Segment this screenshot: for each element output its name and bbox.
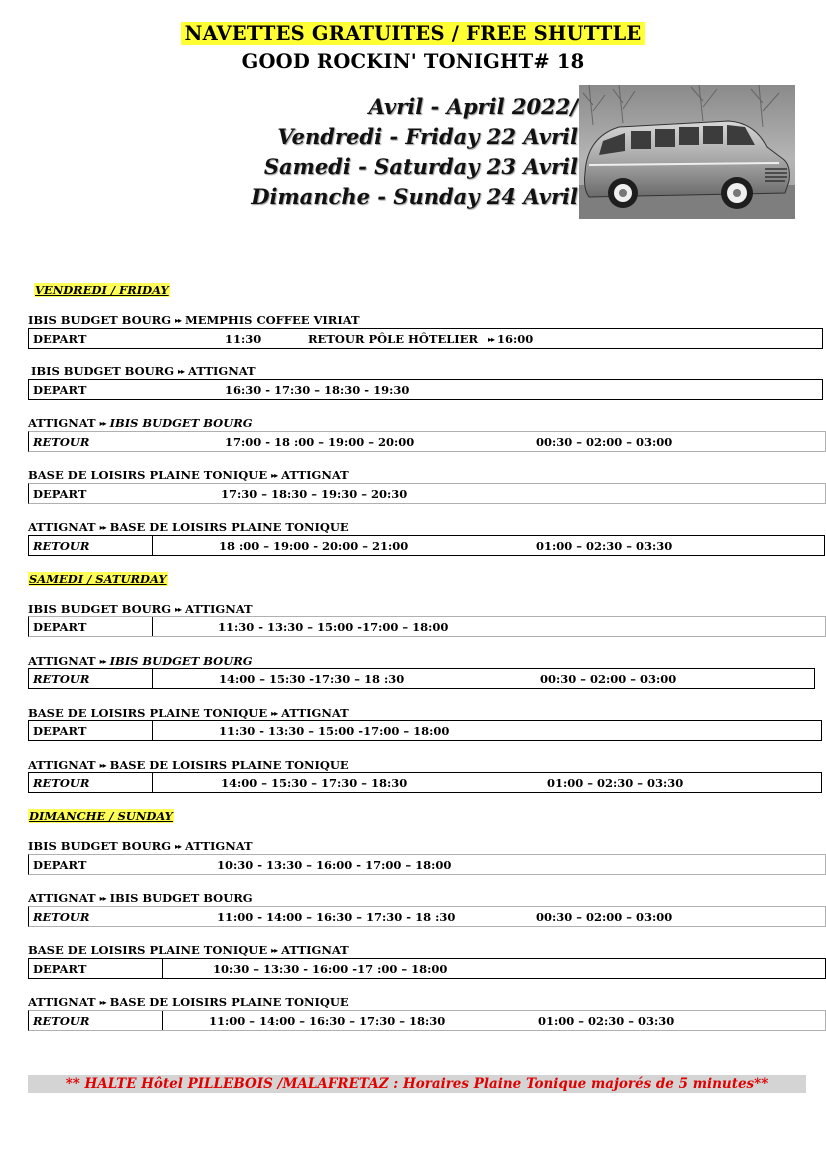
row-label: RETOUR — [33, 910, 90, 924]
route-title: ATTIGNAT ▸▸ IBIS BUDGET BOURG — [28, 654, 253, 668]
double-arrow-icon: ▸▸ — [99, 418, 106, 428]
row-label: RETOUR — [33, 539, 90, 553]
row-divider — [152, 773, 153, 792]
day-title-friday: VENDREDI / FRIDAY — [35, 283, 169, 297]
double-arrow-icon: ▸▸ — [271, 470, 278, 480]
double-arrow-icon: ▸▸ — [99, 997, 106, 1007]
late-return-times: 01:00 – 02:30 – 03:30 — [536, 539, 673, 553]
double-arrow-icon: ▸▸ — [178, 366, 185, 376]
route-title: ATTIGNAT ▸▸ BASE DE LOISIRS PLAINE TONIQUE — [28, 758, 349, 772]
double-arrow-icon: ▸▸ — [99, 522, 106, 532]
row-label: DEPART — [33, 620, 87, 634]
route-title: ATTIGNAT ▸▸ BASE DE LOISIRS PLAINE TONIQUE — [28, 520, 349, 534]
date-saturday: Samedi - Saturday 23 Avril — [263, 154, 578, 179]
route-title: IBIS BUDGET BOURG ▸▸ ATTIGNAT — [31, 364, 256, 378]
double-arrow-icon: ▸▸ — [271, 708, 278, 718]
schedule-row — [28, 854, 826, 875]
row-divider — [152, 617, 153, 636]
row-divider — [162, 959, 163, 978]
schedule-row — [28, 535, 825, 556]
row-label: DEPART — [33, 332, 87, 346]
schedule-row — [28, 668, 815, 689]
row-label: DEPART — [33, 724, 87, 738]
event-title: GOOD ROCKIN' TONIGHT# 18 — [241, 50, 585, 73]
double-arrow-icon: ▸▸ — [271, 945, 278, 955]
double-arrow-icon: ▸▸ — [175, 604, 182, 614]
row-label: DEPART — [33, 487, 87, 501]
double-arrow-icon: ▸▸ — [488, 334, 495, 344]
double-arrow-icon: ▸▸ — [99, 760, 106, 770]
return-times: 11:00 – 14:00 – 16:30 – 17:30 – 18:30 — [209, 1014, 446, 1028]
route-title: ATTIGNAT ▸▸ IBIS BUDGET BOURG — [28, 416, 253, 430]
schedule-row — [28, 772, 822, 793]
double-arrow-icon: ▸▸ — [99, 893, 106, 903]
footer-note: ** HALTE Hôtel PILLEBOIS /MALAFRETAZ : Horaires Plaine Tonique majorés de 5 minutes** — [28, 1075, 806, 1093]
day-title-sunday: DIMANCHE / SUNDAY — [29, 809, 173, 823]
row-divider — [152, 721, 153, 740]
departure-times: 10:30 – 13:30 - 16:00 -17 :00 – 18:00 — [213, 962, 448, 976]
return-hotel-info: RETOUR PÔLE HÔTELIER ▸▸ 16:00 — [308, 332, 534, 346]
route-title: ATTIGNAT ▸▸ IBIS BUDGET BOURG — [28, 891, 253, 905]
schedule-row — [28, 483, 826, 504]
route-title: BASE DE LOISIRS PLAINE TONIQUE ▸▸ ATTIGNAT — [28, 943, 349, 957]
event-dates — [200, 92, 578, 212]
row-label: RETOUR — [33, 776, 90, 790]
day-title-saturday: SAMEDI / SATURDAY — [29, 572, 167, 586]
route-title: IBIS BUDGET BOURG ▸▸ ATTIGNAT — [28, 602, 253, 616]
schedule-row — [28, 1010, 826, 1031]
date-month: Avril - April 2022/ — [368, 94, 578, 119]
schedule-row — [28, 379, 823, 400]
return-times: 17:00 - 18 :00 – 19:00 – 20:00 — [225, 435, 415, 449]
departure-times: 16:30 - 17:30 – 18:30 - 19:30 — [225, 383, 410, 397]
row-label: DEPART — [33, 383, 87, 397]
double-arrow-icon: ▸▸ — [175, 315, 182, 325]
departure-times: 17:30 – 18:30 – 19:30 – 20:30 — [221, 487, 408, 501]
late-return-times: 01:00 – 02:30 – 03:30 — [547, 776, 684, 790]
schedule-row — [28, 958, 826, 979]
return-times: 18 :00 – 19:00 - 20:00 – 21:00 — [219, 539, 409, 553]
title-free-shuttle: NAVETTES GRATUITES / FREE SHUTTLE — [181, 22, 646, 45]
return-times: 14:00 – 15:30 -17:30 – 18 :30 — [219, 672, 405, 686]
schedule-row — [28, 720, 822, 741]
date-friday: Vendredi - Friday 22 Avril — [277, 124, 578, 149]
return-times: 11:00 - 14:00 – 16:30 – 17:30 - 18 :30 — [217, 910, 456, 924]
row-label: DEPART — [33, 962, 87, 976]
row-divider — [152, 536, 153, 555]
late-return-times: 00:30 – 02:00 – 03:00 — [540, 672, 677, 686]
date-sunday: Dimanche - Sunday 24 Avril — [251, 184, 578, 209]
row-divider — [152, 669, 153, 688]
row-label: RETOUR — [33, 1014, 90, 1028]
route-title: ATTIGNAT ▸▸ BASE DE LOISIRS PLAINE TONIQUE — [28, 995, 349, 1009]
return-times: 14:00 – 15:30 – 17:30 – 18:30 — [221, 776, 408, 790]
late-return-times: 00:30 – 02:00 – 03:00 — [536, 910, 673, 924]
title-banner — [0, 22, 826, 45]
double-arrow-icon: ▸▸ — [175, 841, 182, 851]
departure-times: 11:30 - 13:30 – 15:00 -17:00 – 18:00 — [218, 620, 449, 634]
row-label: RETOUR — [33, 672, 90, 686]
route-title: BASE DE LOISIRS PLAINE TONIQUE ▸▸ ATTIGNAT — [28, 468, 349, 482]
route-title: IBIS BUDGET BOURG ▸▸ MEMPHIS COFFEE VIRIAT — [28, 313, 360, 327]
late-return-times: 00:30 – 02:00 – 03:00 — [536, 435, 673, 449]
schedule-row — [28, 431, 826, 452]
row-label: DEPART — [33, 858, 87, 872]
schedule-row — [28, 906, 826, 927]
route-title: BASE DE LOISIRS PLAINE TONIQUE ▸▸ ATTIGNAT — [28, 706, 349, 720]
departure-times: 10:30 - 13:30 – 16:00 - 17:00 – 18:00 — [217, 858, 452, 872]
schedule-row — [28, 616, 826, 637]
double-arrow-icon: ▸▸ — [99, 656, 106, 666]
departure-times: 11:30 — [225, 332, 262, 346]
row-label: RETOUR — [33, 435, 90, 449]
late-return-times: 01:00 – 02:30 – 03:30 — [538, 1014, 675, 1028]
row-divider — [162, 1011, 163, 1030]
departure-times: 11:30 - 13:30 – 15:00 -17:00 – 18:00 — [219, 724, 450, 738]
route-title: IBIS BUDGET BOURG ▸▸ ATTIGNAT — [28, 839, 253, 853]
schedule-row — [28, 328, 823, 349]
vintage-bus-photo — [579, 85, 795, 219]
